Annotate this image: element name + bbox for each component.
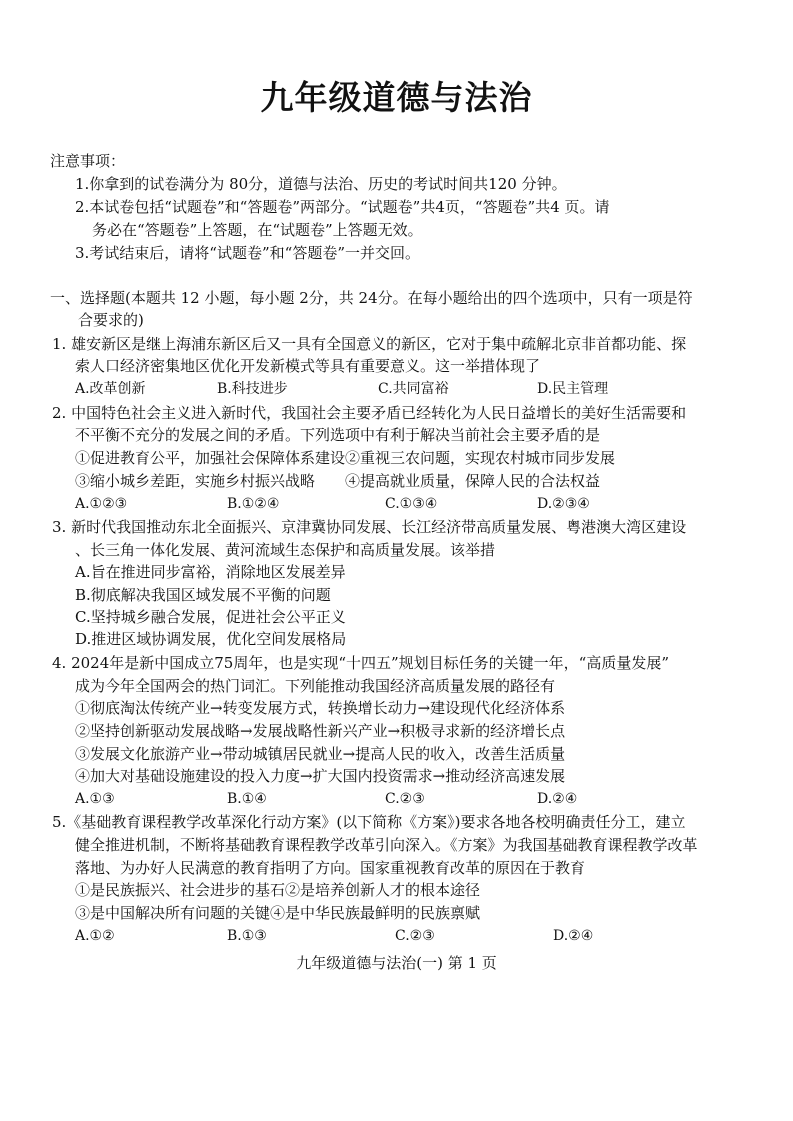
option-d: D.②④ — [553, 928, 594, 944]
question-2-statement: ③缩小城乡差距，实施乡村振兴战略 ④提高就业质量，保障人民的合法权益 — [75, 472, 601, 490]
notice-item: 2.本试卷包括“试题卷”和“答题卷”两部分。“试题卷”共4页，“答题卷”共4 页。请 — [75, 198, 610, 216]
question-5-stem: 健全推进机制，不断将基础教育课程教学改革引向深入。《方案》为我国基础教育课程教学改革 — [75, 836, 698, 854]
option-a: A.①②③ — [75, 496, 128, 512]
option-d: D.②④ — [537, 791, 578, 807]
question-4-stem: 4. 2024年是新中国成立75周年，也是实现“十四五”规划目标任务的关键一年，“高质量发展” — [52, 654, 670, 672]
question-2-statement: ①促进教育公平，加强社会保障体系建设②重视三农问题，实现农村城市同步发展 — [75, 449, 616, 467]
question-2-stem: 不平衡不充分的发展之间的矛盾。下列选项中有利于解决当前社会主要矛盾的是 — [75, 426, 601, 444]
notice-item: 3.考试结束后，请将“试题卷”和“答题卷”一并交回。 — [75, 244, 420, 262]
option-a: A.旨在推进同步富裕，消除地区发展差异 — [75, 563, 346, 581]
question-1-stem: 索人口经济密集地区优化开发新模式等具有重要意义。这一举措体现了 — [75, 357, 541, 375]
question-1-stem: 1. 雄安新区是继上海浦东新区后又一具有全国意义的新区，它对于集中疏解北京非首都功能、探 — [52, 335, 687, 353]
question-4-statement: ②坚持创新驱动发展战略→发展战略性新兴产业→积极寻求新的经济增长点 — [75, 722, 566, 740]
question-4-statement: ④加大对基础设施建设的投入力度→扩大国内投资需求→推动经济高速发展 — [75, 767, 566, 785]
section-heading: 一、选择题(本题共 12 小题，每小题 2分，共 24分。在每小题给出的四个选项中，只有一项是符 — [50, 289, 693, 307]
notice-item: 1.你拿到的试卷满分为 80分，道德与法治、历史的考试时间共120 分钟。 — [75, 175, 567, 193]
option-d: D.民主管理 — [537, 381, 609, 397]
option-d: D.推进区域协调发展，优化空间发展格局 — [75, 630, 347, 648]
question-2-stem: 2. 中国特色社会主义进入新时代，我国社会主要矛盾已经转化为人民日益增长的美好生活需要和 — [52, 404, 687, 422]
option-a: A.①② — [75, 928, 115, 944]
option-d: D.②③④ — [537, 496, 590, 512]
option-c: C.坚持城乡融合发展，促进社会公平正义 — [75, 608, 346, 626]
option-c: C.②③ — [385, 791, 425, 807]
question-4-statement: ③发展文化旅游产业→带动城镇居民就业→提高人民的收入，改善生活质量 — [75, 745, 566, 763]
question-5-statement: ①是民族振兴、社会进步的基石②是培养创新人才的根本途径 — [75, 881, 481, 899]
option-b: B.①④ — [227, 791, 267, 807]
notice-heading: 注意事项： — [50, 152, 126, 170]
question-4-stem: 成为今年全国两会的热门词汇。下列能推动我国经济高质量发展的路径有 — [75, 677, 556, 695]
option-b: B.科技进步 — [217, 381, 288, 397]
option-c: C.①③④ — [385, 496, 438, 512]
page-footer: 九年级道德与法治(一) 第 1 页 — [296, 954, 497, 972]
option-c: C.②③ — [395, 928, 435, 944]
question-3-stem: 、长三角一体化发展、黄河流域生态保护和高质量发展。该举措 — [75, 541, 496, 559]
question-3-stem: 3. 新时代我国推动东北全面振兴、京津冀协同发展、长江经济带高质量发展、粤港澳大湾区建设 — [52, 518, 687, 536]
section-heading-cont: 合要求的) — [78, 311, 144, 329]
page-title: 九年级道德与法治 — [260, 78, 533, 117]
question-5-statement: ③是中国解决所有问题的关键④是中华民族最鲜明的民族禀赋 — [75, 904, 481, 922]
option-a: A.改革创新 — [75, 381, 146, 397]
option-a: A.①③ — [75, 791, 115, 807]
option-b: B.①②④ — [227, 496, 280, 512]
question-5-stem: 5.《基础教育课程教学改革深化行动方案》(以下简称《方案》)要求各地各校明确责任分工，建立 — [52, 813, 686, 831]
option-b: B.①③ — [227, 928, 267, 944]
option-b: B.彻底解决我国区域发展不平衡的问题 — [75, 586, 331, 604]
notice-item: 务必在“答题卷”上答题，在“试题卷”上答题无效。 — [92, 221, 423, 239]
question-5-stem: 落地、为办好人民满意的教育指明了方向。国家重视教育改革的原因在于教育 — [75, 859, 586, 877]
option-c: C.共同富裕 — [378, 381, 449, 397]
question-4-statement: ①彻底淘汰传统产业→转变发展方式，转换增长动力→建设现代化经济体系 — [75, 699, 566, 717]
